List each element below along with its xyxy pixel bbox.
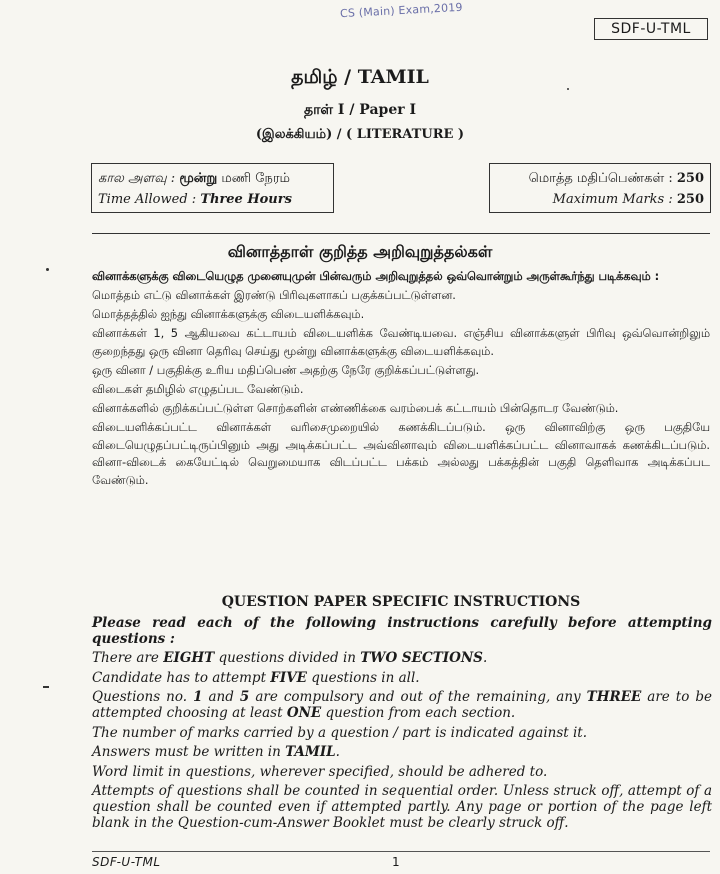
paper-code-box: SDF-U-TML xyxy=(594,18,708,40)
subject-title: தமிழ் / TAMIL xyxy=(291,66,429,88)
header-divider xyxy=(92,233,710,234)
marks-tamil xyxy=(496,168,704,189)
english-instructions-title: QUESTION PAPER SPECIFIC INSTRUCTIONS xyxy=(221,594,581,610)
footer-divider xyxy=(92,851,710,852)
english-instructions xyxy=(92,616,712,835)
tamil-item-2: மொத்தத்தில் ஐந்து வினாக்களுக்கு விடையளிக்கவும். xyxy=(92,307,365,322)
time-value-english: Three Hours xyxy=(200,192,292,207)
marks-label-tamil: மொத்த மதிப்பெண்கள் : xyxy=(528,171,673,186)
margin-speck xyxy=(46,268,49,271)
tamil-instructions xyxy=(92,268,710,491)
english-item-7: Attempts of questions shall be counted in sequential order. Unless struck off, attempt of a question shall be counted even if attempted partly. Any page or portion of the page left blank in the Question-cum-Answer Booklet must be clearly struck off. xyxy=(92,783,712,831)
time-label-tamil: கால அளவு : xyxy=(98,171,176,186)
page-number: 1 xyxy=(392,855,400,869)
tamil-item-7: விடையளிக்கப்பட்ட வினாக்கள் வரிசைமுறையில் கணக்கிடப்படும். ஒரு வினாவிற்கு ஒரு பகுதியே விடையெழுதப்பட்டிருப்பினும் அது அடிக்கப்பட்ட அவ்வினாவும் விடையளிக்கப்பட்ட வினாவாகக் கணக்கிடப்படும். வினா-விடைக் கையேட்டில் வெறுமையாக விடப்பட்ட பக்கம் அல்லது பக்கத்தின் பகுதி தெளிவாக அடிக்கப்பட வேண்டும். xyxy=(92,420,710,488)
english-item-2: Candidate has to attempt FIVE questions in all. xyxy=(92,669,420,686)
english-item-5: Answers must be written in TAMIL. xyxy=(92,744,340,761)
english-intro: Please read each of the following instructions carefully before attempting questions : xyxy=(92,615,712,647)
time-suffix-tamil: மணி நேரம் xyxy=(221,171,291,186)
english-item-3: Questions no. 1 and 5 are compulsory and out of the remaining, any THREE are to be attempted choosing at least ONE question from each section. xyxy=(92,689,712,721)
footer-paper-code: SDF-U-TML xyxy=(92,855,161,869)
marks-english xyxy=(496,189,704,210)
time-value-tamil: மூன்று xyxy=(179,171,218,186)
marks-value-tamil: 250 xyxy=(676,171,704,186)
time-allowed-english xyxy=(98,189,327,210)
paper-number: தாள் I / Paper I xyxy=(303,102,417,118)
english-item-1: There are EIGHT questions divided in TWO SECTIONS. xyxy=(92,650,488,667)
margin-speck xyxy=(567,88,569,90)
exam-stamp: CS (Main) Exam,2019 xyxy=(339,0,463,21)
tamil-item-3: வினாக்கள் 1, 5 ஆகியவை கட்டாயம் விடையளிக்க வேண்டியவை. எஞ்சிய வினாக்களுள் பிரிவு ஒவ்வொன்றிலும் குறைந்தது ஒரு வினா தெரிவு செய்து மூன்று வினாக்களுக்கு விடையளிக்கவும். xyxy=(92,326,710,358)
tamil-item-5: விடைகள் தமிழில் எழுதப்பட வேண்டும். xyxy=(92,382,304,397)
marks-value-english: 250 xyxy=(676,192,704,207)
tamil-item-6: வினாக்களில் குறிக்கப்பட்டுள்ள சொற்களின் எண்ணிக்கை வரம்பைக் கட்டாயம் பின்தொடர வேண்டும். xyxy=(92,401,619,416)
paper-category: (இலக்கியம்) / ( LITERATURE ) xyxy=(255,127,465,142)
time-label-english: Time Allowed : xyxy=(98,192,197,207)
time-allowed-box xyxy=(91,163,334,213)
tamil-item-4: ஒரு வினா / பகுதிக்கு உரிய மதிப்பெண் அதற்கு நேரே குறிக்கப்பட்டுள்ளது. xyxy=(92,362,480,377)
tamil-instructions-title: வினாத்தாள் குறித்த அறிவுறுத்தல்கள் xyxy=(227,242,493,261)
tamil-item-1: மொத்தம் எட்டு வினாக்கள் இரண்டு பிரிவுகளாகப் பகுக்கப்பட்டுள்ளன. xyxy=(92,288,456,303)
english-item-4: The number of marks carried by a question / part is indicated against it. xyxy=(92,724,588,741)
margin-speck xyxy=(43,686,49,688)
marks-label-english: Maximum Marks : xyxy=(552,192,673,207)
time-allowed-tamil xyxy=(98,168,327,189)
tamil-intro: வினாக்களுக்கு விடையெழுத முனையுமுன் பின்வரும் அறிவுறுத்தல் ஒவ்வொன்றும் அருள்கூர்ந்து படிக்கவும் : xyxy=(92,269,660,283)
english-item-6: Word limit in questions, wherever specified, should be adhered to. xyxy=(92,763,548,780)
maximum-marks-box xyxy=(489,163,711,213)
